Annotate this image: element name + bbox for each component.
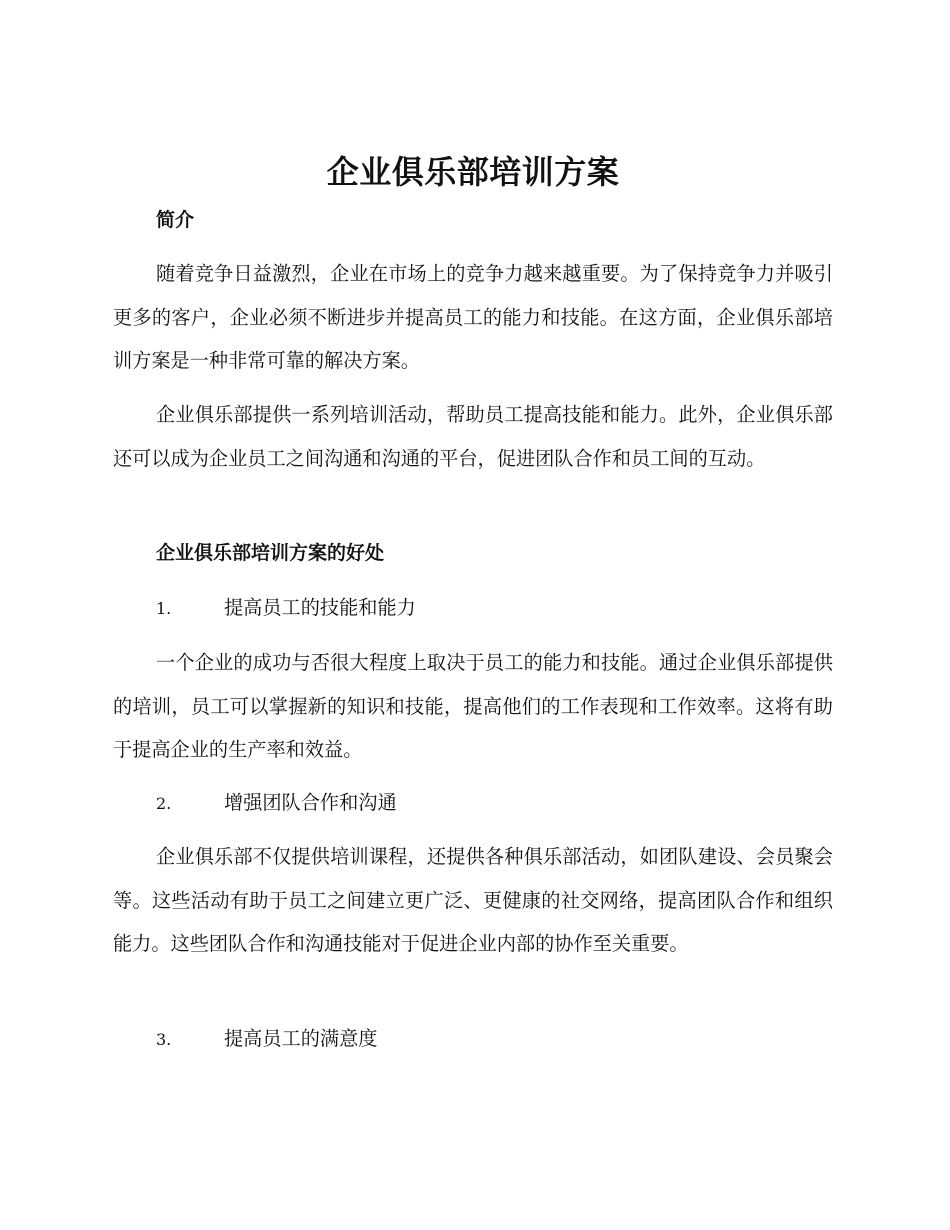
benefit-paragraph-2: 企业俱乐部不仅提供培训课程，还提供各种俱乐部活动，如团队建设、会员聚会等。这些活动有助于员工之间建立更广泛、更健康的社交网络，提高团队合作和组织能力。这些团队合作和沟通技能对于促进企业内部的协作至关重要。	[113, 845, 833, 955]
benefit-title: 提高员工的满意度	[224, 1027, 378, 1050]
benefit-title: 增强团队合作和沟通	[224, 791, 397, 814]
benefit-item-2	[156, 789, 397, 818]
benefit-item-3	[156, 1025, 378, 1054]
section-heading-intro: 简介	[156, 209, 195, 231]
benefit-title: 提高员工的技能和能力	[224, 596, 416, 619]
section-heading-benefits: 企业俱乐部培训方案的好处	[156, 542, 385, 564]
intro-paragraph-1: 随着竞争日益激烈，企业在市场上的竞争力越来越重要。为了保持竞争力并吸引更多的客户，企业必须不断进步并提高员工的能力和技能。在这方面，企业俱乐部培训方案是一种非常可靠的解决方案。	[113, 262, 833, 372]
benefit-item-1	[156, 594, 416, 623]
list-number: 1.	[156, 599, 172, 618]
list-number: 2.	[156, 794, 172, 813]
benefit-paragraph-1: 一个企业的成功与否很大程度上取决于员工的能力和技能。通过企业俱乐部提供的培训，员工可以掌握新的知识和技能，提高他们的工作表现和工作效率。这将有助于提高企业的生产率和效益。	[113, 651, 833, 761]
document-page	[113, 0, 833, 1230]
intro-paragraph-2: 企业俱乐部提供一系列培训活动，帮助员工提高技能和能力。此外，企业俱乐部还可以成为企业员工之间沟通和沟通的平台，促进团队合作和员工间的互动。	[113, 403, 833, 470]
list-number: 3.	[156, 1030, 172, 1049]
document-title: 企业俱乐部培训方案	[326, 153, 620, 191]
